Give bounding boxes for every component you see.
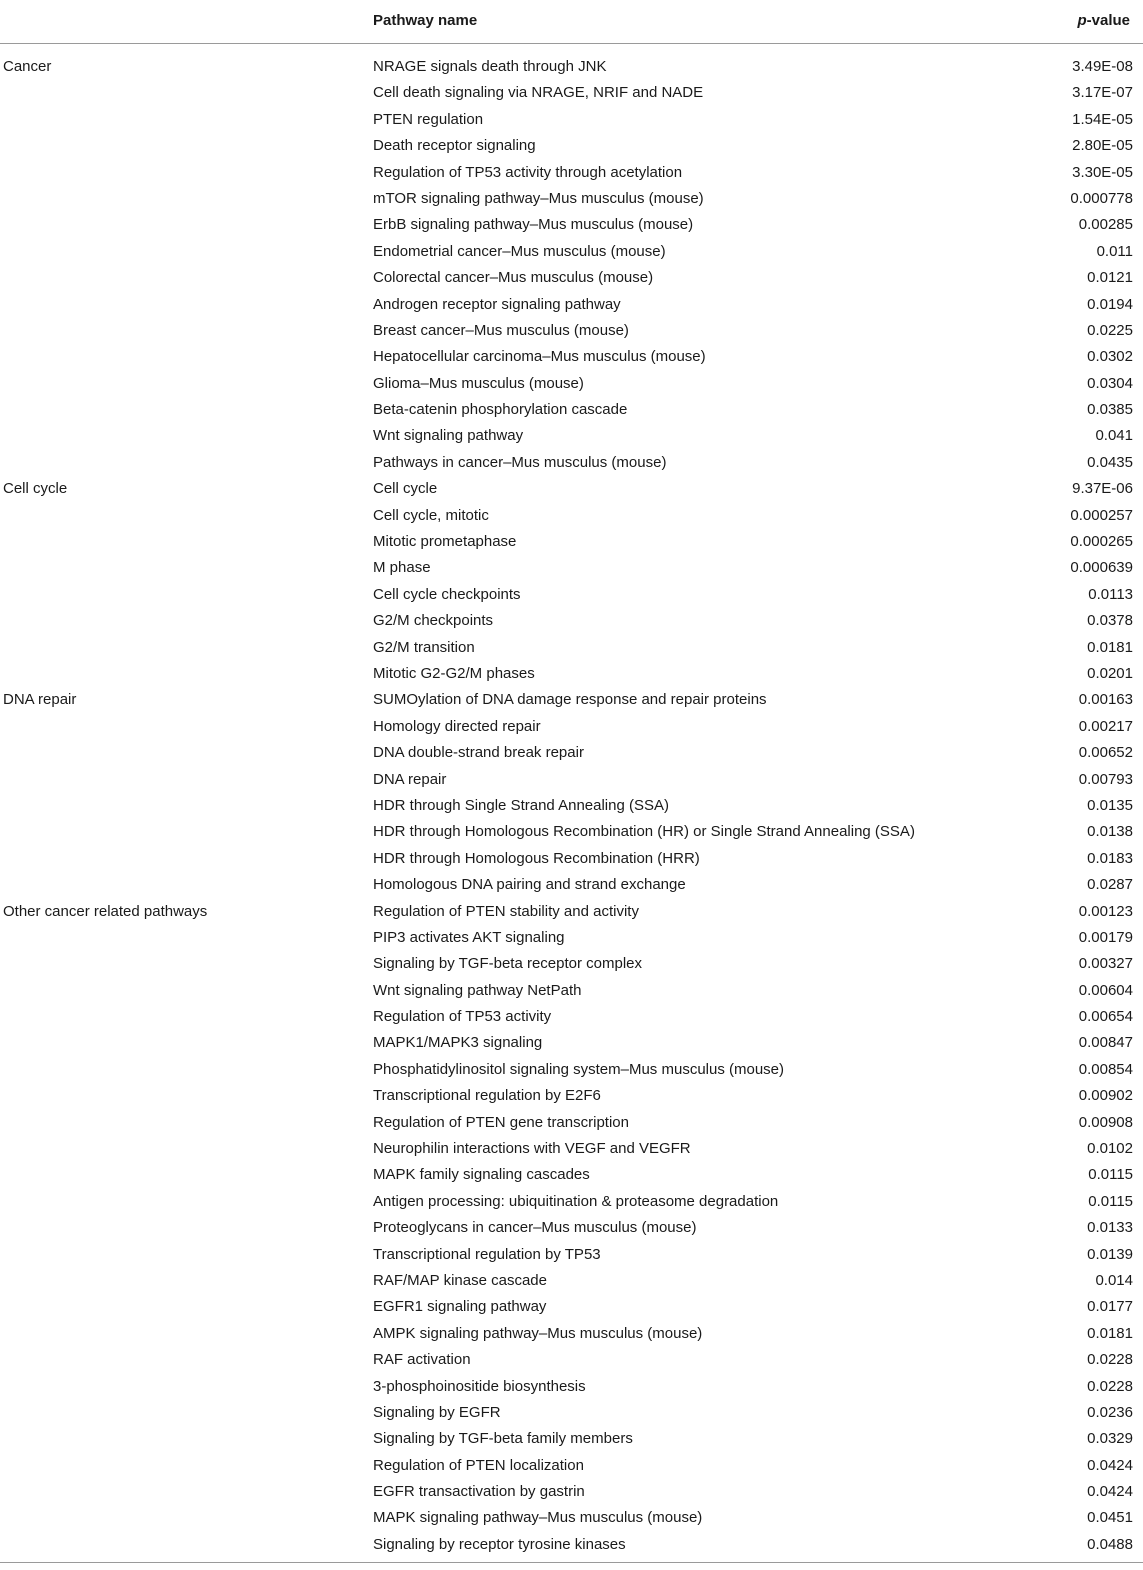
pathway-name-cell: Transcriptional regulation by E2F6 [373,1087,601,1105]
table-row [0,1214,1143,1240]
pvalue-cell: 0.0225 [1087,321,1133,339]
table-row [0,291,1143,317]
pvalue-cell: 0.00902 [1078,1087,1133,1105]
pathway-name-cell: Regulation of TP53 activity [373,1008,552,1026]
table-row [0,871,1143,897]
pvalue-cell: 0.0302 [1087,348,1133,366]
table-row [0,422,1143,448]
table-row [0,1161,1143,1187]
pathway-name-cell: Breast cancer–Mus musculus (mouse) [373,321,629,339]
pathway-name-cell: G2/M transition [373,638,475,656]
table-row [0,1399,1143,1425]
pathway-name-cell: Signaling by TGF-beta family members [373,1430,633,1448]
table-row [0,1056,1143,1082]
pvalue-cell: 9.37E-06 [1072,480,1133,498]
pathway-name-cell: MAPK family signaling cascades [373,1166,590,1184]
pvalue-cell: 0.0102 [1087,1140,1133,1158]
pvalue-cell: 0.0304 [1087,374,1133,392]
table-row [0,581,1143,607]
table-row [0,792,1143,818]
pvalue-cell: 0.000265 [1070,533,1133,551]
pvalue-cell: 0.00217 [1078,717,1133,735]
pathway-name-cell: ErbB signaling pathway–Mus musculus (mouse) [373,216,694,234]
pvalue-cell: 0.0424 [1087,1483,1133,1501]
pvalue-cell: 0.0435 [1087,453,1133,471]
table-bottom-rule [0,1562,1143,1563]
pathway-name-cell: HDR through Homologous Recombination (HRR) [373,849,700,867]
table-row [0,1293,1143,1319]
pathway-name-cell: Signaling by EGFR [373,1403,501,1421]
pathway-name-cell: Homology directed repair [373,717,541,735]
pathway-name-cell: Signaling by TGF-beta receptor complex [373,955,643,973]
pathway-name-cell: Colorectal cancer–Mus musculus (mouse) [373,269,654,287]
pathway-name-cell: Transcriptional regulation by TP53 [373,1245,601,1263]
pathway-name-cell: Mitotic prometaphase [373,533,517,551]
pvalue-cell: 1.54E-05 [1072,110,1133,128]
pvalue-cell: 0.0181 [1087,638,1133,656]
pathway-name-cell: RAF activation [373,1351,471,1369]
pathway-name-cell: Cell cycle, mitotic [373,506,489,524]
category-cell: Cancer [3,58,52,75]
pvalue-cell: 0.00285 [1078,216,1133,234]
pathway-name-cell: Hepatocellular carcinoma–Mus musculus (mouse) [373,348,706,366]
pathway-name-cell: mTOR signaling pathway–Mus musculus (mouse) [373,189,704,207]
pvalue-cell: 0.0121 [1087,269,1133,287]
pvalue-cell: 0.0183 [1087,849,1133,867]
table-row [0,1531,1143,1557]
table-row [0,634,1143,660]
pvalue-cell: 0.0488 [1087,1535,1133,1553]
pathway-name-cell: Glioma–Mus musculus (mouse) [373,374,584,392]
table-row [0,739,1143,765]
table-row [0,528,1143,554]
table-row [0,950,1143,976]
pathway-name-cell: HDR through Homologous Recombination (HR) or Single Strand Annealing (SSA) [373,823,915,841]
table-header [0,0,1143,44]
table-row [0,238,1143,264]
pathway-name-cell: Regulation of PTEN stability and activity [373,902,639,920]
pvalue-cell: 0.014 [1095,1271,1133,1289]
pathway-name-cell: AMPK signaling pathway–Mus musculus (mouse) [373,1324,703,1342]
table-row [0,211,1143,237]
pvalue-cell: 0.0115 [1088,1166,1133,1184]
table-row [0,1452,1143,1478]
table-row [0,185,1143,211]
pvalue-header-rest: -value [1086,12,1130,29]
table-row [0,370,1143,396]
table-row [0,396,1143,422]
pathway-name-cell: Cell death signaling via NRAGE, NRIF and NADE [373,84,704,102]
pathway-name-cell: Pathways in cancer–Mus musculus (mouse) [373,453,667,471]
pvalue-cell: 0.0181 [1087,1324,1133,1342]
pathway-name-cell: DNA double-strand break repair [373,744,584,762]
table-row [0,449,1143,475]
pathway-name-cell: Homologous DNA pairing and strand exchange [373,876,686,894]
pvalue-cell: 0.0135 [1087,796,1133,814]
pathway-name-cell: Regulation of TP53 activity through acetylation [373,163,683,181]
table-row [0,924,1143,950]
pvalue-cell: 0.0133 [1087,1219,1133,1237]
pvalue-cell: 0.000778 [1070,189,1133,207]
pathway-name-cell: Androgen receptor signaling pathway [373,295,621,313]
table-row [0,686,1143,712]
pvalue-cell: 0.0115 [1088,1192,1133,1210]
pvalue-cell: 0.00793 [1078,770,1133,788]
table-row [0,106,1143,132]
category-cell: Cell cycle [3,480,68,498]
table-body [0,53,1143,1557]
pathway-name-cell: Antigen processing: ubiquitination & proteasome degradation [373,1192,779,1210]
table-row [0,1346,1143,1372]
pathway-name-cell: PIP3 activates AKT signaling [373,928,565,946]
pvalue-cell: 0.00847 [1078,1034,1133,1052]
pathway-name-cell: RAF/MAP kinase cascade [373,1271,547,1289]
pvalue-cell: 0.00163 [1078,691,1133,709]
pathway-name-cell: Cell cycle checkpoints [373,585,521,603]
table-row [0,1188,1143,1214]
table-row [0,53,1143,79]
pvalue-cell: 2.80E-05 [1072,137,1133,155]
pathway-name-cell: 3-phosphoinositide biosynthesis [373,1377,586,1395]
table-row [0,132,1143,158]
pathway-name-cell: Neurophilin interactions with VEGF and VEGFR [373,1140,691,1158]
pathway-name-cell: MAPK1/MAPK3 signaling [373,1034,543,1052]
pvalue-cell: 0.00123 [1078,902,1133,920]
pvalue-cell: 0.0378 [1087,612,1133,630]
table-row [0,1373,1143,1399]
pvalue-cell: 0.00179 [1078,928,1133,946]
table-row [0,660,1143,686]
pvalue-cell: 0.041 [1095,427,1133,445]
table-row [0,343,1143,369]
pvalue-cell: 0.0228 [1087,1377,1133,1395]
pvalue-cell: 0.011 [1096,242,1133,260]
table-row [0,1504,1143,1530]
pvalue-cell: 0.00854 [1078,1060,1133,1078]
pvalue-cell: 0.0287 [1087,876,1133,894]
pvalue-cell: 0.00654 [1078,1008,1133,1026]
table-row [0,1478,1143,1504]
table-row [0,898,1143,924]
pvalue-cell: 0.0194 [1087,295,1133,313]
pvalue-cell: 0.0139 [1087,1245,1133,1263]
pathway-name-cell: NRAGE signals death through JNK [373,58,607,75]
pathway-name-cell: DNA repair [373,770,447,788]
table-row [0,1082,1143,1108]
pvalue-cell: 0.00908 [1078,1113,1133,1131]
table-row [0,607,1143,633]
pvalue-cell: 0.00652 [1078,744,1133,762]
pathway-name-cell: Regulation of PTEN gene transcription [373,1113,629,1131]
pvalue-cell: 0.0236 [1087,1403,1133,1421]
pathway-name-cell: Cell cycle [373,480,438,498]
pathway-name-cell: SUMOylation of DNA damage response and repair proteins [373,691,767,709]
table-row [0,554,1143,580]
table-row [0,1029,1143,1055]
pathway-name-header: Pathway name [373,12,478,29]
pathway-name-cell: EGFR1 signaling pathway [373,1298,547,1316]
pathway-name-cell: Wnt signaling pathway NetPath [373,981,582,999]
pvalue-header-italic: p [1077,12,1087,29]
pvalue-cell: 3.30E-05 [1072,163,1133,181]
pathway-name-cell: EGFR transactivation by gastrin [373,1483,585,1501]
pathway-name-cell: Endometrial cancer–Mus musculus (mouse) [373,242,666,260]
table-row [0,766,1143,792]
pvalue-cell: 0.0138 [1087,823,1133,841]
pathway-name-cell: Beta-catenin phosphorylation cascade [373,401,628,419]
pvalue-cell: 3.49E-08 [1072,58,1133,75]
table-row [0,1003,1143,1029]
table-row [0,475,1143,501]
table-row [0,1425,1143,1451]
pathway-name-cell: MAPK signaling pathway–Mus musculus (mouse) [373,1509,703,1527]
pvalue-cell: 0.000257 [1070,506,1133,524]
table-row [0,818,1143,844]
pvalue-header [1077,12,1130,29]
pathway-name-cell: G2/M checkpoints [373,612,494,630]
table-row [0,264,1143,290]
pvalue-cell: 0.0329 [1087,1430,1133,1448]
pvalue-cell: 0.0385 [1087,401,1133,419]
pvalue-cell: 0.0424 [1087,1456,1133,1474]
table-row [0,845,1143,871]
pvalue-cell: 0.0177 [1087,1298,1133,1316]
pvalue-cell: 0.0451 [1087,1509,1133,1527]
pathway-name-cell: Mitotic G2-G2/M phases [373,664,535,682]
table-row [0,159,1143,185]
table-row [0,713,1143,739]
pvalue-cell: 0.00604 [1078,981,1133,999]
pvalue-cell: 0.0113 [1088,585,1133,603]
pathway-name-cell: Regulation of PTEN localization [373,1456,584,1474]
table-row [0,1267,1143,1293]
pvalue-cell: 0.00327 [1078,955,1133,973]
pvalue-cell: 0.000639 [1070,559,1133,577]
pathway-name-cell: Signaling by receptor tyrosine kinases [373,1535,626,1553]
category-cell: Other cancer related pathways [3,902,208,920]
table-row [0,977,1143,1003]
pathway-name-cell: Phosphatidylinositol signaling system–Mus musculus (mouse) [373,1060,785,1078]
pvalue-cell: 3.17E-07 [1072,84,1133,102]
table-row [0,79,1143,105]
pvalue-cell: 0.0201 [1087,664,1133,682]
table-row [0,1320,1143,1346]
table-row [0,502,1143,528]
category-cell: DNA repair [3,691,77,709]
table-row [0,1241,1143,1267]
pathway-name-cell: Death receptor signaling [373,137,536,155]
pathway-name-cell: PTEN regulation [373,110,484,128]
table-row [0,317,1143,343]
table-row [0,1109,1143,1135]
pathway-name-cell: HDR through Single Strand Annealing (SSA) [373,796,670,814]
pathway-name-cell: M phase [373,559,431,577]
pathway-name-cell: Proteoglycans in cancer–Mus musculus (mouse) [373,1219,697,1237]
table-row [0,1135,1143,1161]
pathway-name-cell: Wnt signaling pathway [373,427,524,445]
pvalue-cell: 0.0228 [1087,1351,1133,1369]
